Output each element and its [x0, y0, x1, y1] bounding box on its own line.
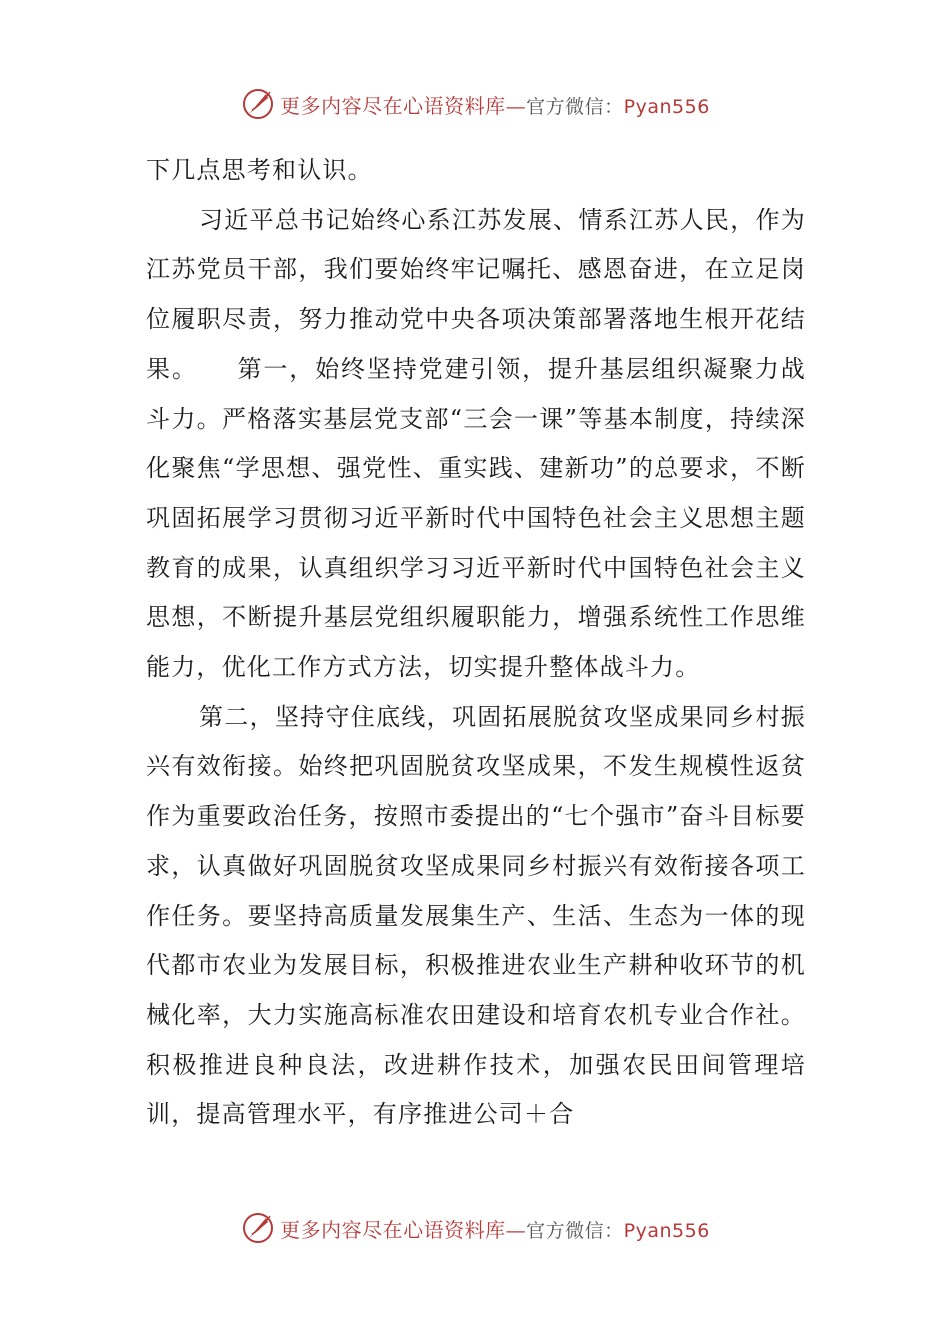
- watermark-separator: —: [505, 93, 527, 118]
- paragraph-second-point: 第二，坚持守住底线，巩固拓展脱贫攻坚成果同乡村振兴有效衔接。始终把巩固脱贫攻坚成果，不发生规模性返贫作为重要政治任务，按照市委提出的“七个强市”奋斗目标要求，认真做好巩固脱贫攻坚成果同乡村振兴有效衔接各项工作任务。要坚持高质量发展集生产、生活、生态为一体的现代都市农业为发展目标，积极推进农业生产耕种收环节的机械化率，大力实施高标准农田建设和培育农机专业合作社。积极推进良种良法，改进耕作技术，加强农民田间管理培训，提高管理水平，有序推进公司＋合: [146, 702, 806, 1129]
- watermark-text: [280, 90, 710, 119]
- watermark-banner-bottom: [0, 1206, 950, 1250]
- watermark-label: 官方微信：: [526, 95, 624, 118]
- paragraph-first-point: 习近平总书记始终心系江苏发展、情系江苏人民，作为江苏党员干部，我们要始终牢记嘱托、感恩奋进，在立足岗位履职尽责，努力推动党中央各项决策部署落地生根开花结果。 第一，始终坚持党建引领，提升基层组织凝聚力战斗力。严格落实基层党支部“三会一课”等基本制度，持续深化聚焦“学思想、强党性、重实践、建新功”的总要求，不断巩固拓展学习贯彻习近平新时代中国特色社会主义思想主题教育的成果，认真组织学习习近平新时代中国特色社会主义思想，不断提升基层党组织履职能力，增强系统性工作思维能力，优化工作方式方法，切实提升整体战斗力。: [146, 205, 806, 682]
- paragraph-continuation: 下几点思考和认识。: [146, 156, 373, 184]
- watermark-site: 更多内容尽在心语资料库: [280, 1217, 506, 1242]
- watermark-separator: —: [505, 1217, 527, 1242]
- watermark-text: [280, 1214, 710, 1243]
- quill-logo-icon: [240, 1210, 276, 1246]
- document-body: [146, 146, 806, 1140]
- watermark-label: 官方微信：: [526, 1219, 624, 1242]
- watermark-wechat-id: Pyan556: [623, 1219, 710, 1242]
- watermark-wechat-id: Pyan556: [623, 95, 710, 118]
- watermark-site: 更多内容尽在心语资料库: [280, 93, 506, 118]
- watermark-banner-top: [0, 82, 950, 126]
- quill-logo-icon: [240, 86, 276, 122]
